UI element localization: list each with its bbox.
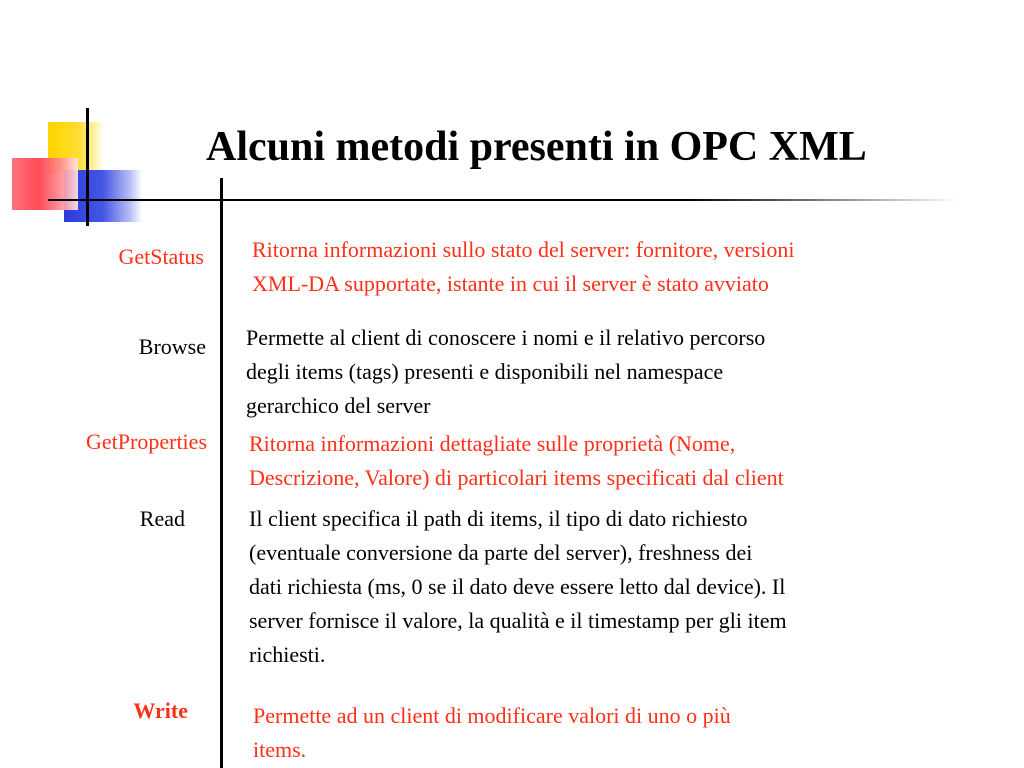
desc-line: Descrizione, Valore) di particolari items specificati dal client	[249, 465, 784, 490]
desc-line: server fornisce il valore, la qualità e il timestamp per gli item	[249, 608, 787, 633]
column-divider-line	[220, 178, 223, 768]
desc-line: items.	[253, 737, 307, 762]
desc-line: Permette ad un client di modificare valori di uno o più	[253, 703, 731, 728]
method-desc-getstatus	[252, 233, 795, 301]
desc-line: dati richiesta (ms, 0 se il dato deve essere letto dal device). Il	[249, 574, 786, 599]
desc-line: degli items (tags) presenti e disponibili nel namespace	[246, 359, 724, 384]
desc-line: Il client specifica il path di items, il tipo di dato richiesto	[249, 506, 748, 531]
desc-line: Permette al client di conoscere i nomi e il relativo percorso	[246, 325, 766, 350]
decor-vertical-line-left	[86, 108, 89, 226]
title-divider-line	[48, 199, 960, 201]
desc-line: gerarchico del server	[246, 393, 431, 418]
method-desc-getproperties	[249, 427, 784, 495]
method-name-getproperties: GetProperties	[86, 429, 207, 454]
method-desc-read	[249, 502, 787, 672]
method-name-write: Write	[133, 698, 188, 723]
desc-line: Ritorna informazioni dettagliate sulle proprietà (Nome,	[249, 431, 736, 456]
desc-line: (eventuale conversione da parte del server), freshness dei	[249, 540, 753, 565]
method-name-getstatus: GetStatus	[118, 244, 204, 269]
method-name-read: Read	[139, 506, 185, 531]
method-desc-write	[253, 699, 731, 767]
slide-title: Alcuni metodi presenti in OPC XML	[206, 124, 867, 170]
method-name-browse: Browse	[138, 334, 206, 359]
desc-line: Ritorna informazioni sullo stato del server: fornitore, versioni	[252, 237, 795, 262]
method-desc-browse	[246, 321, 765, 423]
desc-line: richiesti.	[249, 642, 326, 667]
decor-red-square	[12, 158, 78, 210]
desc-line: XML-DA supportate, istante in cui il server è stato avviato	[252, 271, 769, 296]
